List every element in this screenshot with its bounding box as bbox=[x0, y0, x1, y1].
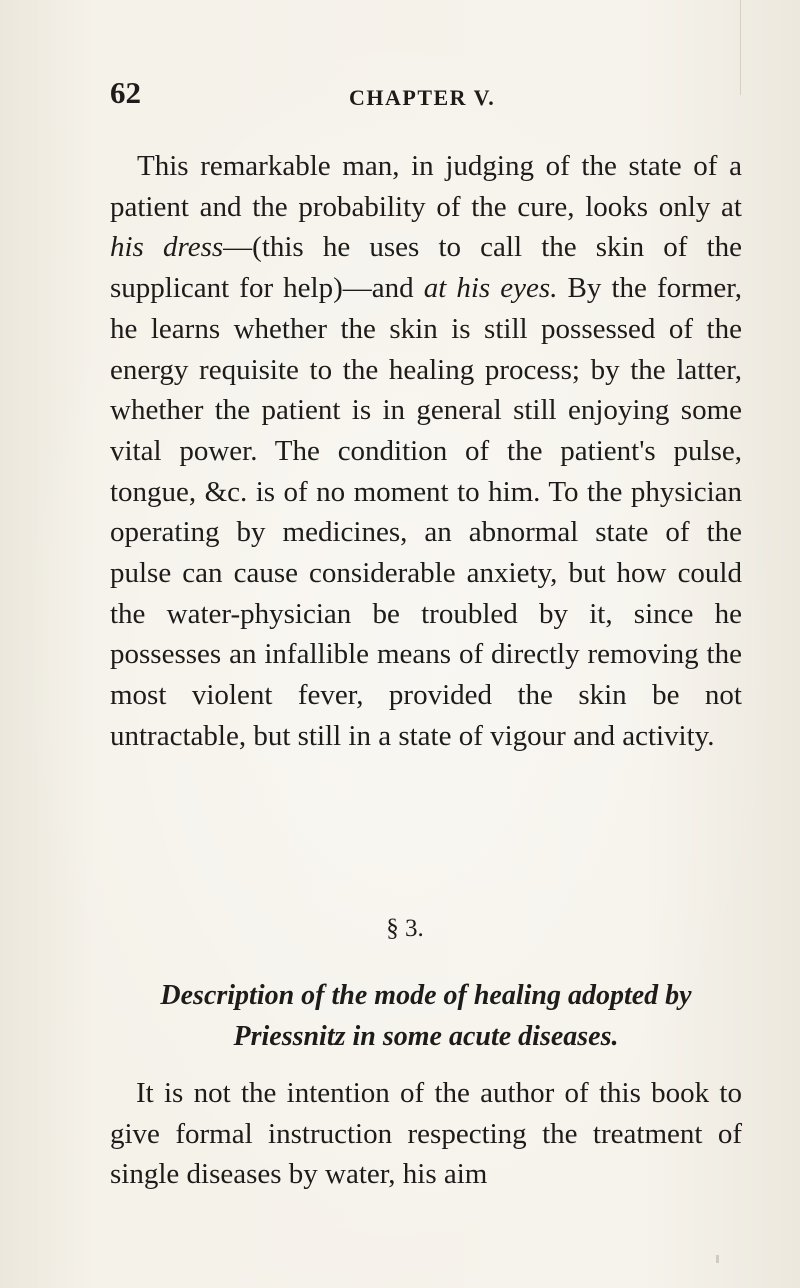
page-header bbox=[0, 75, 800, 115]
running-head: CHAPTER V. bbox=[349, 85, 496, 110]
page-number: 62 bbox=[110, 75, 141, 110]
text-segment: By the former, he learns whether the skin is still possessed of the energy requisite to the healing process; by the latter, whether the patient is in general still enjoying some vital power. The condition of the patient's pulse, tongue, &c. is of no moment to him. To the physician operating by medicines, an abnormal state of the pulse can cause considerable anxiety, but how could the water-physician be troubled by it, since he possesses an infallible means of directly removing the most violent fever, provided the skin be not untractable, but still in a state of vigour and activity. bbox=[110, 272, 742, 752]
body-paragraph bbox=[110, 146, 742, 757]
text-segment: —(this he uses to call the skin of the supplicant for help)—and bbox=[110, 231, 742, 305]
section-title bbox=[110, 975, 742, 1057]
page-edge-mark bbox=[716, 1255, 719, 1263]
italic-text-segment: his dress bbox=[110, 231, 224, 264]
italic-text-segment: at his eyes. bbox=[423, 272, 558, 305]
text-segment: This remarkable man, in judging of the state of a patient and the probability of the cure, looks only at bbox=[110, 150, 742, 223]
section-title-line: Description of the mode of healing adopted by bbox=[160, 980, 692, 1011]
section-title-line: Priessnitz in some acute diseases. bbox=[233, 1021, 619, 1052]
body-paragraph: It is not the intention of the author of this book to give formal instruction respecting the treatment of single diseases by water, his aim bbox=[110, 1077, 742, 1191]
page-edge-mark bbox=[740, 0, 741, 95]
section-number: § 3. bbox=[386, 915, 424, 942]
